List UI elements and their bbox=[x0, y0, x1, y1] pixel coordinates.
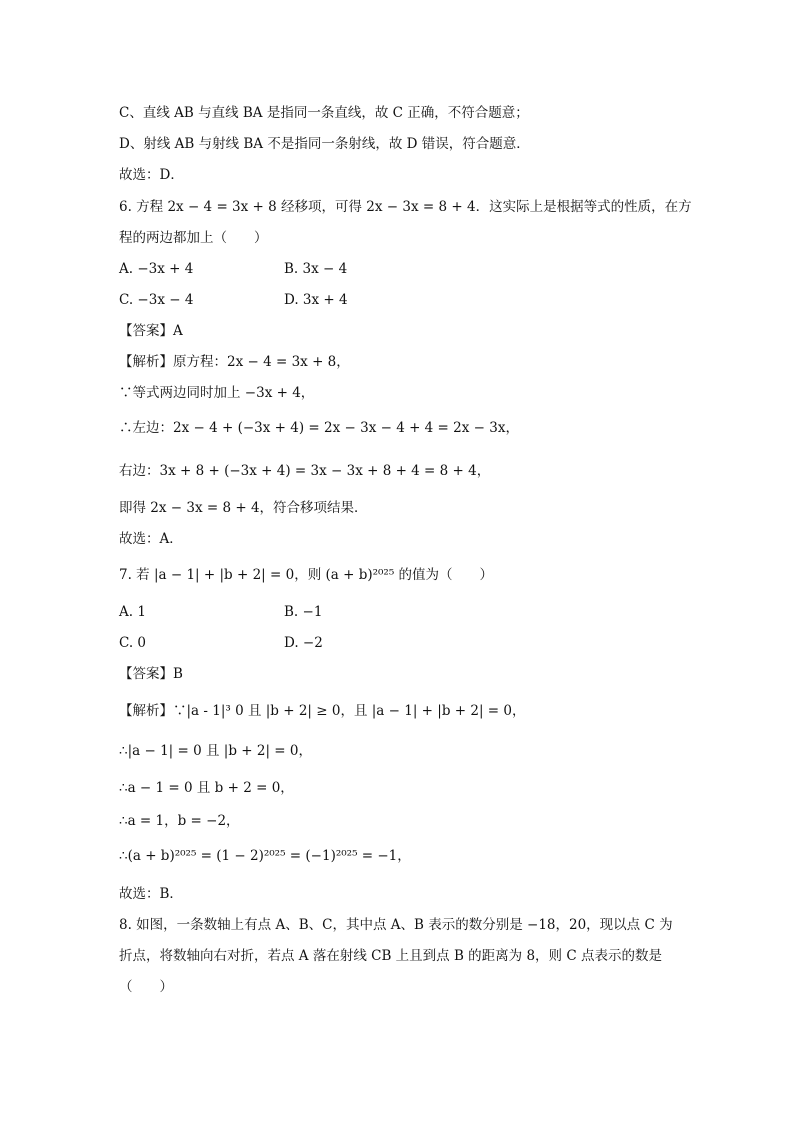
q6-explanation-4: 右边：3x + 8 + (−3x + 4) = 3x − 3x + 8 + 4 = 8 + 4， bbox=[119, 463, 491, 479]
q6-option-c: C. −3x − 4 bbox=[119, 292, 194, 308]
q7-option-c: C. 0 bbox=[119, 635, 147, 651]
q7-answer: 【答案】B bbox=[119, 666, 183, 682]
q7-option-d: D. −2 bbox=[284, 635, 323, 651]
q6-explanation-3: ∴左边：2x − 4 + (−3x + 4) = 2x − 3x − 4 + 4 = 2x − 3x， bbox=[119, 420, 519, 436]
q7-choice: 故选：B． bbox=[119, 886, 183, 902]
q7-option-a: A. 1 bbox=[119, 604, 146, 620]
q6-explanation-5: 即得 2x − 3x = 8 + 4，符合移项结果． bbox=[119, 500, 368, 516]
q7-explanation-3: ∴a − 1 = 0 且 b + 2 = 0， bbox=[119, 780, 294, 796]
q8-stem-line-2: 折点，将数轴向右对折，若点 A 落在射线 CB 上且到点 B 的距离为 8，则 C 点表示的数是 bbox=[119, 948, 662, 964]
option-c-explanation: C、直线 AB 与直线 BA 是指同一条直线，故 C 正确，不符合题意； bbox=[119, 105, 529, 121]
q6-option-a: A. −3x + 4 bbox=[119, 261, 194, 277]
q5-choice: 故选：D． bbox=[119, 167, 184, 183]
q6-explanation-2: ∵等式两边同时加上 −3x + 4， bbox=[119, 385, 315, 401]
option-d-explanation: D、射线 AB 与射线 BA 不是指同一条射线，故 D 错误，符合题意． bbox=[119, 136, 530, 152]
q7-explanation-5: ∴(a + b)²⁰²⁵ = (1 − 2)²⁰²⁵ = (−1)²⁰²⁵ = −1， bbox=[119, 848, 411, 864]
q7-option-b: B. −1 bbox=[284, 604, 323, 620]
q7-explanation-1: 【解析】∵|a - 1|³ 0 且 |b + 2| ≥ 0，且 |a − 1| + |b + 2| = 0， bbox=[119, 703, 526, 719]
q7-explanation-2: ∴|a − 1| = 0 且 |b + 2| = 0， bbox=[119, 743, 312, 759]
q8-stem-line-1: 8. 如图，一条数轴上有点 A、B、C，其中点 A、B 表示的数分别是 −18，20，现以点 C 为 bbox=[119, 917, 673, 933]
q6-stem-line-2: 程的两边都加上（ ） bbox=[119, 230, 268, 246]
q6-answer: 【答案】A bbox=[119, 323, 183, 339]
q6-choice: 故选：A． bbox=[119, 531, 183, 547]
q6-stem-line-1: 6. 方程 2x − 4 = 3x + 8 经移项，可得 2x − 3x = 8 + 4．这实际上是根据等式的性质，在方 bbox=[119, 199, 692, 215]
q7-stem: 7. 若 |a − 1| + |b + 2| = 0，则 (a + b)²⁰²⁵ 的值为（ ） bbox=[119, 567, 494, 583]
q6-option-d: D. 3x + 4 bbox=[284, 292, 348, 308]
q6-explanation-1: 【解析】原方程：2x − 4 = 3x + 8， bbox=[119, 354, 350, 370]
q7-explanation-4: ∴a = 1，b = −2， bbox=[119, 813, 240, 829]
q8-stem-line-3: （ ） bbox=[119, 979, 173, 995]
q6-option-b: B. 3x − 4 bbox=[284, 261, 348, 277]
